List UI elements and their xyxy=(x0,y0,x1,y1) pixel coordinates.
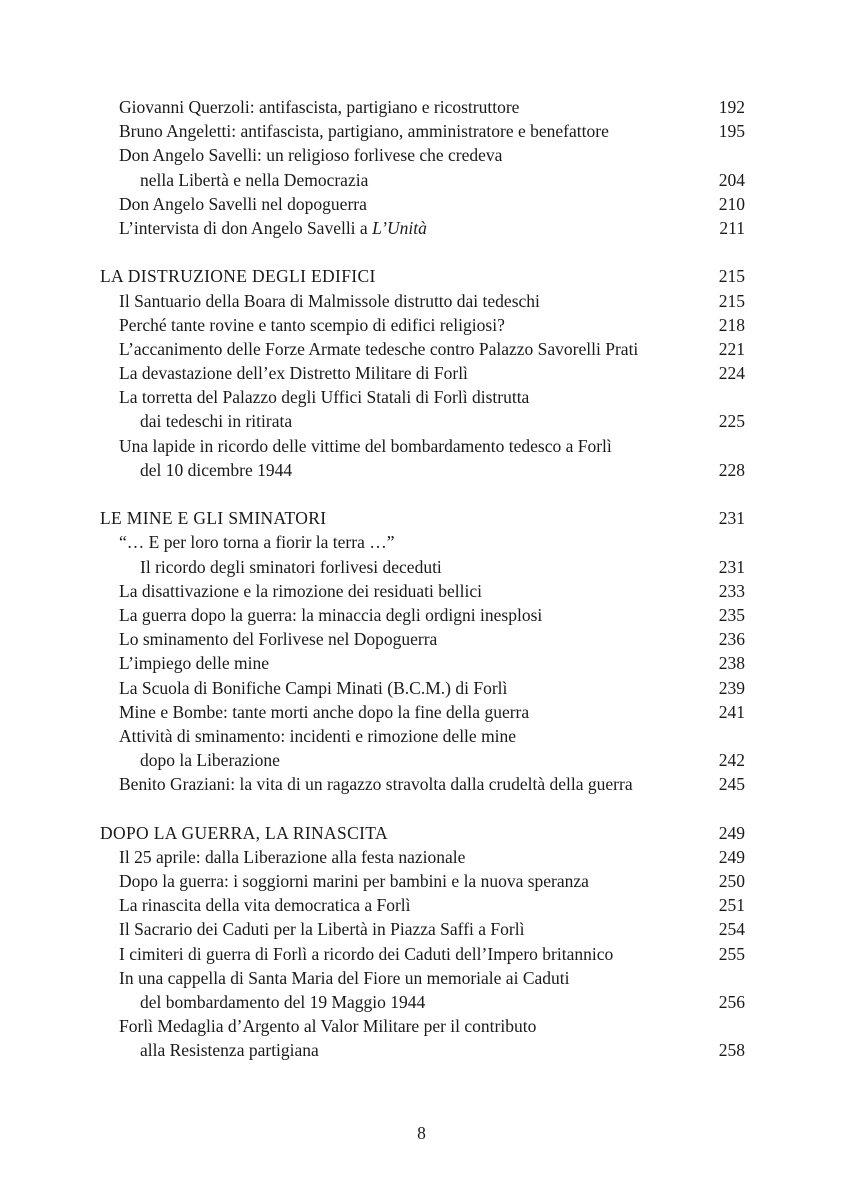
toc-entry xyxy=(100,603,745,627)
toc-entry-title xyxy=(119,579,482,603)
toc-entry-text: I cimiteri di guerra di Forlì a ricordo dei Caduti dell’Impero britannico xyxy=(119,943,614,964)
toc-entry-text: L’impiego delle mine xyxy=(119,653,270,674)
toc-entry-page: 192 xyxy=(718,97,745,117)
toc-entry-text: Il ricordo degli sminatori forlivesi deceduti xyxy=(140,556,442,577)
toc-entry-title xyxy=(119,313,505,337)
toc-entry-line xyxy=(100,95,745,119)
toc-entry-text: La devastazione dell’ex Distretto Militare di Forlì xyxy=(119,363,468,384)
toc-entry xyxy=(100,337,745,361)
toc-entry-title xyxy=(140,748,280,772)
toc-entry-line xyxy=(100,869,745,893)
toc-entry xyxy=(100,676,745,700)
toc-entry-text: “… E per loro torna a fiorir la terra …” xyxy=(119,532,395,553)
toc-entry-line xyxy=(100,893,745,917)
toc-entry-title xyxy=(119,869,589,893)
toc-section xyxy=(100,95,745,240)
toc-entry-text: La guerra dopo la guerra: la minaccia degli ordigni inesplosi xyxy=(119,604,543,625)
toc-entry-text: La torretta del Palazzo degli Uffici Statali di Forlì distrutta xyxy=(119,387,530,408)
toc-entry-title xyxy=(119,385,529,409)
toc-entry xyxy=(100,845,745,869)
toc-entry-title xyxy=(140,990,425,1014)
toc-entry-text: La rinascita della vita democratica a Forlì xyxy=(119,895,411,916)
toc-entry xyxy=(100,579,745,603)
toc-entry xyxy=(100,724,745,772)
toc-entry-line xyxy=(100,143,745,167)
toc-entry-page: 250 xyxy=(718,871,745,891)
toc-entry-continuation xyxy=(100,1038,745,1062)
toc-entry xyxy=(100,893,745,917)
toc-entry-page: 255 xyxy=(718,943,745,964)
toc-entry xyxy=(100,700,745,724)
toc-entry xyxy=(100,143,745,191)
toc-entry-page: 221 xyxy=(718,338,745,359)
toc-entry-line xyxy=(100,361,745,385)
toc-entry-page: 238 xyxy=(718,653,745,674)
toc-entry-text: L’intervista di don Angelo Savelli a xyxy=(119,217,373,238)
toc-section xyxy=(100,821,745,1063)
toc-entry-title xyxy=(119,119,609,143)
toc-entry-line xyxy=(100,603,745,627)
toc-section-heading xyxy=(100,821,745,845)
toc-section xyxy=(100,506,745,796)
toc-entry-title xyxy=(119,361,468,385)
toc-entry-text: Dopo la guerra: i soggiorni marini per bambini e la nuova speranza xyxy=(119,871,589,891)
toc-entry-text: Mine e Bombe: tante morti anche dopo la fine della guerra xyxy=(119,701,530,722)
toc-entry-line xyxy=(100,676,745,700)
toc-entry xyxy=(100,385,745,433)
toc-section-heading xyxy=(100,506,745,530)
toc-entry-title xyxy=(119,289,540,313)
toc-entry-line xyxy=(100,313,745,337)
toc-entry-continuation xyxy=(100,409,745,433)
toc-entry-line xyxy=(100,530,745,554)
toc-entry-title xyxy=(119,192,367,216)
toc-entry-continuation xyxy=(100,168,745,192)
toc-entry-page: 258 xyxy=(718,1040,745,1061)
toc-entry-page: 211 xyxy=(719,217,745,238)
toc-entry-line xyxy=(100,385,745,409)
section-heading-page: 231 xyxy=(718,508,745,529)
toc-entry xyxy=(100,361,745,385)
toc-entry-line xyxy=(100,216,745,240)
toc-entry xyxy=(100,966,745,1014)
toc-section xyxy=(100,264,745,482)
toc-entry-page: 249 xyxy=(718,846,745,867)
toc-entry-line xyxy=(100,337,745,361)
toc-entry-continuation xyxy=(100,748,745,772)
toc-entry-page: 210 xyxy=(718,193,745,214)
toc-entry-text: In una cappella di Santa Maria del Fiore un memoriale ai Caduti xyxy=(119,967,570,988)
toc-entry-text: dai tedeschi in ritirata xyxy=(140,411,293,432)
toc-entry-text: La Scuola di Bonifiche Campi Minati (B.C.M.) di Forlì xyxy=(119,677,508,698)
table-of-contents xyxy=(100,95,745,1063)
toc-entry-title xyxy=(119,627,437,651)
toc-entry-title xyxy=(140,458,292,482)
toc-entry-page: 235 xyxy=(718,604,745,625)
toc-entry-text: Bruno Angeletti: antifascista, partigiano, amministratore e benefattore xyxy=(119,121,609,142)
toc-entry-title xyxy=(119,1014,536,1038)
toc-entry-title xyxy=(140,168,368,192)
section-heading-title: LE MINE E GLI SMINATORI xyxy=(100,508,327,529)
toc-entry-text: Perché tante rovine e tanto scempio di edifici religiosi? xyxy=(119,314,505,335)
toc-entry-title xyxy=(140,409,292,433)
toc-entry-text: Il Santuario della Boara di Malmissole distrutto dai tedeschi xyxy=(119,290,540,311)
toc-entry xyxy=(100,119,745,143)
toc-entry-text: Il Sacrario dei Caduti per la Libertà in Piazza Saffi a Forlì xyxy=(119,919,525,940)
toc-entry-title xyxy=(119,942,613,966)
toc-section-heading xyxy=(100,264,745,288)
toc-entry-line xyxy=(100,700,745,724)
toc-entry-text: Forlì Medaglia d’Argento al Valor Militare per il contributo xyxy=(119,1016,537,1037)
toc-entry-title xyxy=(119,143,502,167)
toc-entry-text: Attività di sminamento: incidenti e rimozione delle mine xyxy=(119,725,517,746)
toc-entry-line xyxy=(100,119,745,143)
toc-entry-text: La disattivazione e la rimozione dei residuati bellici xyxy=(119,580,482,601)
toc-entry xyxy=(100,651,745,675)
toc-entry-page: 254 xyxy=(718,919,745,940)
section-heading-page: 249 xyxy=(718,822,745,843)
toc-entry-page: 231 xyxy=(718,556,745,577)
toc-entry-page: 215 xyxy=(718,290,745,311)
toc-entry-text: del 10 dicembre 1944 xyxy=(140,459,293,480)
toc-entry-text: L’accanimento delle Forze Armate tedesche contro Palazzo Savorelli Prati xyxy=(119,338,639,359)
toc-entry-page: 218 xyxy=(718,314,745,335)
toc-entry-line xyxy=(100,845,745,869)
section-heading-title: LA DISTRUZIONE DEGLI EDIFICI xyxy=(100,266,376,287)
toc-entry-line xyxy=(100,289,745,313)
toc-entry-line xyxy=(100,627,745,651)
toc-entry-line xyxy=(100,917,745,941)
toc-entry-page: 236 xyxy=(718,629,745,650)
toc-entry-title xyxy=(140,555,442,579)
toc-entry-title xyxy=(119,216,427,240)
section-heading-title: DOPO LA GUERRA, LA RINASCITA xyxy=(100,822,388,843)
toc-entry-line xyxy=(100,942,745,966)
toc-entry-line xyxy=(100,434,745,458)
toc-entry xyxy=(100,434,745,482)
toc-entry-continuation xyxy=(100,555,745,579)
toc-entry-page: 225 xyxy=(718,411,745,432)
toc-entry xyxy=(100,869,745,893)
toc-entry-line xyxy=(100,192,745,216)
toc-entry-page: 228 xyxy=(718,459,745,480)
toc-entry-title xyxy=(119,724,516,748)
toc-entry-continuation xyxy=(100,458,745,482)
toc-entry-title xyxy=(119,917,524,941)
toc-entry-title xyxy=(119,676,507,700)
toc-entry-text: alla Resistenza partigiana xyxy=(140,1040,319,1061)
toc-entry-line xyxy=(100,579,745,603)
toc-entry-title xyxy=(140,1038,319,1062)
toc-entry-title xyxy=(119,845,465,869)
toc-entry xyxy=(100,530,745,578)
toc-entry-line xyxy=(100,651,745,675)
section-heading-page: 215 xyxy=(718,266,745,287)
toc-entry-text: Giovanni Querzoli: antifascista, partigiano e ricostruttore xyxy=(119,97,520,117)
toc-entry xyxy=(100,289,745,313)
toc-entry xyxy=(100,216,745,240)
toc-entry-text: Il 25 aprile: dalla Liberazione alla festa nazionale xyxy=(119,846,466,867)
toc-entry-page: 242 xyxy=(718,750,745,771)
toc-entry-title xyxy=(119,966,569,990)
toc-entry-page: 204 xyxy=(718,169,745,190)
toc-entry-text: del bombardamento del 19 Maggio 1944 xyxy=(140,991,426,1012)
toc-entry-title xyxy=(119,772,633,796)
toc-entry xyxy=(100,192,745,216)
toc-entry-title xyxy=(119,434,612,458)
toc-entry-page: 241 xyxy=(718,701,745,722)
toc-entry-page: 195 xyxy=(718,121,745,142)
toc-entry xyxy=(100,313,745,337)
toc-entry xyxy=(100,627,745,651)
toc-entry-title xyxy=(119,530,395,554)
toc-entry-text: Don Angelo Savelli: un religioso forlivese che credeva xyxy=(119,145,503,166)
toc-entry-page: 256 xyxy=(718,991,745,1012)
toc-entry-text: Lo sminamento del Forlivese nel Dopoguerra xyxy=(119,629,438,650)
toc-entry-title xyxy=(119,651,269,675)
toc-entry-line xyxy=(100,724,745,748)
toc-entry xyxy=(100,772,745,796)
toc-entry-page: 239 xyxy=(718,677,745,698)
toc-entry-title xyxy=(119,700,529,724)
toc-entry-text: dopo la Liberazione xyxy=(140,750,280,771)
toc-entry-text: Una lapide in ricordo delle vittime del bombardamento tedesco a Forlì xyxy=(119,435,612,456)
toc-entry-title xyxy=(119,337,638,361)
toc-entry-continuation xyxy=(100,990,745,1014)
toc-entry-title xyxy=(119,95,519,119)
toc-entry-page: 233 xyxy=(718,580,745,601)
toc-entry-text: Benito Graziani: la vita di un ragazzo stravolta dalla crudeltà della guerra xyxy=(119,774,633,795)
toc-entry-text: nella Libertà e nella Democrazia xyxy=(140,169,369,190)
toc-entry-title xyxy=(119,603,542,627)
toc-entry-text: Don Angelo Savelli nel dopoguerra xyxy=(119,193,367,214)
toc-entry-page: 245 xyxy=(718,774,745,795)
toc-entry-line xyxy=(100,772,745,796)
toc-entry-italic-text: L’Unità xyxy=(372,217,427,238)
toc-entry-page: 224 xyxy=(718,363,745,384)
page-number: 8 xyxy=(417,1123,426,1143)
toc-entry-title xyxy=(119,893,411,917)
toc-entry xyxy=(100,942,745,966)
toc-entry xyxy=(100,95,745,119)
toc-entry-line xyxy=(100,966,745,990)
toc-entry xyxy=(100,917,745,941)
toc-entry-line xyxy=(100,1014,745,1038)
toc-entry xyxy=(100,1014,745,1062)
toc-entry-page: 251 xyxy=(718,895,745,916)
